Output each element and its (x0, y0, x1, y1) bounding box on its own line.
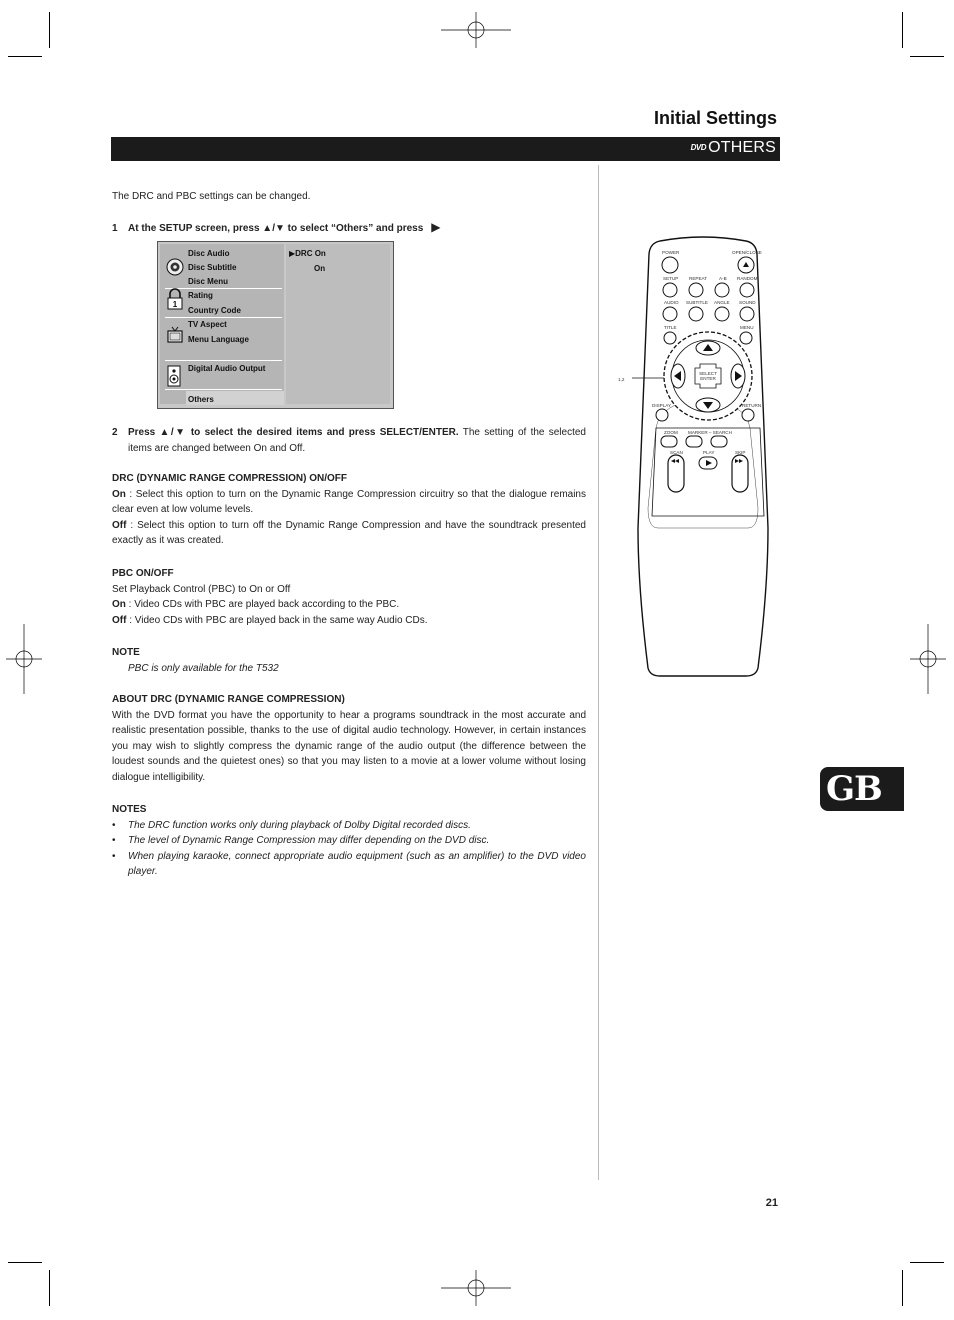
skip-label: SKIP (735, 450, 746, 455)
disc-icon (166, 258, 184, 276)
lock-label: 1 (172, 300, 178, 309)
registration-mark (441, 1270, 511, 1306)
display-label: DISPLAY (652, 403, 672, 408)
note-text: PBC is only available for the T532 (128, 662, 279, 674)
option-drc: ▶DRC On (289, 249, 326, 258)
marker-button[interactable] (686, 436, 702, 447)
crop-mark (49, 12, 50, 48)
menu-item-rating: Rating (188, 291, 213, 300)
drc-section (112, 471, 586, 549)
setup-label: SETUP (663, 276, 679, 281)
option-pbc: On (314, 264, 326, 273)
menu-divider (165, 317, 282, 318)
repeat-button[interactable] (689, 283, 703, 297)
section-banner (111, 137, 780, 161)
intro-text: The DRC and PBC settings can be changed. (112, 191, 311, 202)
crop-mark (8, 1262, 42, 1263)
subtitle-label: SUBTITLE (686, 300, 708, 305)
tv-icon (166, 326, 184, 344)
title-label: TITLE (664, 325, 677, 330)
drc-off-text: : Select this option to turn off the Dynamic Range Compression and have the soundtrack presented exactly as it was created. (112, 519, 586, 547)
note-heading: NOTE (112, 647, 140, 658)
drc-on-label: On (112, 488, 126, 500)
menu-item-disc-menu: Disc Menu (188, 277, 229, 286)
audio-label: AUDIO (664, 300, 679, 305)
return-button[interactable] (742, 409, 754, 421)
pbc-intro: Set Playback Control (PBC) to On or Off (112, 583, 291, 595)
zoom-button[interactable] (661, 436, 677, 447)
about-drc-section (112, 692, 586, 786)
list-item (112, 818, 586, 834)
repeat-label: REPEAT (689, 276, 708, 281)
about-text: With the DVD format you have the opportunity to hear a programs soundtrack in the most accurate and realistic presentation possible, thanks to the use of digital audio technology. However, in certain instances you may wish to slightly compress the dynamic range of the audio output (the difference between the loudest sounds and the quietest ones) so that you may listen to a movie at a lower volume without losing dialogue intelligibility. (112, 709, 586, 783)
menu-item-digital-audio-output: Digital Audio Output (188, 364, 266, 373)
drc-heading: DRC (DYNAMIC RANGE COMPRESSION) ON/OFF (112, 473, 347, 484)
crop-mark (910, 56, 944, 57)
pbc-on-text: : Video CDs with PBC are played back according to the PBC. (125, 599, 400, 611)
step-text: The setting of the selected items are changed between On and Off. (128, 427, 586, 454)
menu-button[interactable] (740, 332, 752, 344)
lock-icon (166, 288, 184, 310)
crop-mark (910, 1262, 944, 1263)
setup-options-panel (286, 244, 390, 404)
title-button[interactable] (664, 332, 676, 344)
menu-divider (165, 360, 282, 361)
display-button[interactable] (656, 409, 668, 421)
crop-mark (8, 56, 42, 57)
list-item (112, 833, 586, 849)
return-label: RETURN (742, 403, 762, 408)
random-button[interactable] (740, 283, 754, 297)
menu-item-country-code: Country Code (188, 306, 241, 315)
menu-item-disc-subtitle: Disc Subtitle (188, 263, 237, 272)
bullet: • (112, 850, 116, 862)
menu-divider (165, 389, 282, 390)
language-tab-label: GB (826, 769, 882, 809)
menu-item-others: Others (188, 395, 214, 404)
select-label: SELECT (699, 371, 717, 376)
step-text-bold: Press ▲/▼ to select the desired items and press SELECT/ENTER. (128, 427, 459, 438)
column-divider (598, 165, 599, 1180)
registration-mark (6, 624, 42, 694)
speaker-icon (166, 365, 182, 387)
right-arrow-icon: ▶ (431, 220, 441, 234)
scan-label: SCAN (670, 450, 683, 455)
bullet: • (112, 819, 116, 831)
step-text: At the SETUP screen, press ▲/▼ to select “Others” and press (128, 223, 424, 234)
crop-mark (902, 1270, 903, 1306)
drc-on-text: : Select this option to turn on the Dynamic Range Compression circuitry so that the dialogue remains clear even at low volume levels. (112, 488, 586, 516)
sound-label: SOUND (739, 300, 756, 305)
notes-heading: NOTES (112, 804, 147, 815)
power-label: POWER (662, 250, 680, 255)
language-tab (820, 767, 904, 811)
pbc-on-label: On (112, 599, 126, 611)
setup-button[interactable] (663, 283, 677, 297)
subtitle-button[interactable] (689, 307, 703, 321)
power-button[interactable] (662, 257, 678, 273)
step-number: 2 (112, 427, 118, 438)
pbc-off-label: Off (112, 614, 127, 626)
note-item: When playing karaoke, connect appropriate audio equipment (such as an amplifier) to the DVD video player. (128, 850, 586, 878)
registration-mark (441, 12, 511, 48)
crop-mark (49, 1270, 50, 1306)
bullet: • (112, 835, 116, 847)
page-title: Initial Settings (653, 108, 777, 128)
step-1 (112, 220, 586, 237)
marker-search-label: MARKER – SEARCH (688, 430, 732, 435)
ab-button[interactable] (715, 283, 729, 297)
notes-section (112, 802, 586, 880)
ab-label: A-B (719, 276, 727, 281)
angle-button[interactable] (715, 307, 729, 321)
random-label: RANDOM (737, 276, 758, 281)
angle-label: ANGLE (714, 300, 730, 305)
page-number: 21 (765, 1197, 778, 1209)
list-item (112, 849, 586, 880)
zoom-label: ZOOM (664, 430, 678, 435)
step-2 (112, 425, 586, 456)
menu-item-menu-language: Menu Language (188, 335, 249, 344)
play-label: PLAY (703, 450, 715, 455)
crop-mark (902, 12, 903, 48)
pbc-section (112, 566, 586, 628)
note-item: The level of Dynamic Range Compression may differ depending on the DVD disc. (128, 835, 490, 847)
sound-button[interactable] (740, 307, 754, 321)
enter-label: ENTER (700, 376, 716, 381)
note-section (112, 645, 586, 676)
search-button[interactable] (711, 436, 727, 447)
pbc-off-text: : Video CDs with PBC are played back in the same way Audio CDs. (126, 614, 428, 626)
audio-button[interactable] (663, 307, 677, 321)
dvd-logo-icon: DVD (690, 143, 706, 152)
pbc-heading: PBC ON/OFF (112, 568, 174, 579)
open-close-label: OPEN/CLOSE (732, 250, 762, 255)
note-item: The DRC function works only during playback of Dolby Digital recorded discs. (128, 819, 471, 831)
setup-menu-panel (160, 244, 284, 404)
menu-item-disc-audio: Disc Audio (188, 249, 230, 258)
menu-label: MENU (740, 325, 754, 330)
about-heading: ABOUT DRC (DYNAMIC RANGE COMPRESSION) (112, 694, 345, 705)
menu-item-tv-aspect: TV Aspect (188, 320, 227, 329)
setup-screen (157, 241, 394, 409)
registration-mark (910, 624, 946, 694)
step-number: 1 (112, 223, 118, 234)
callout-label: 1,2 (618, 377, 625, 382)
section-title: OTHERS (708, 139, 776, 156)
drc-off-label: Off (112, 519, 127, 531)
remote-control-illustration (608, 228, 798, 688)
